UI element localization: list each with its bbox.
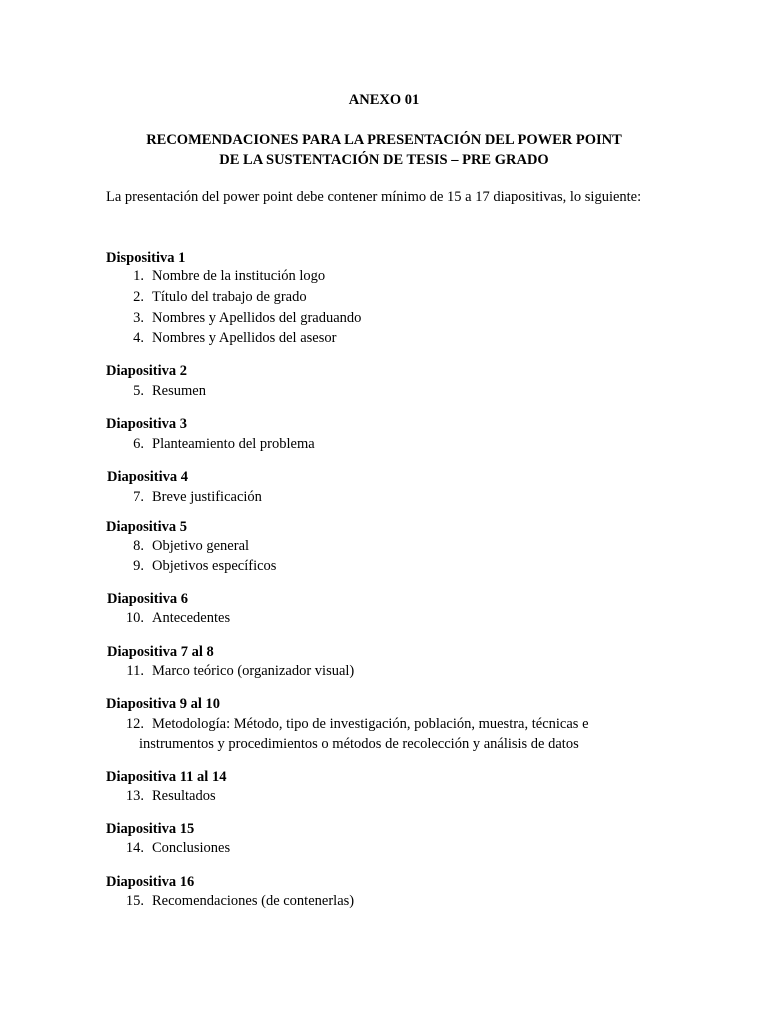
list-item-text: Nombre de la institución logo bbox=[152, 268, 326, 284]
list-item-number: 14. bbox=[125, 840, 144, 856]
section-title: Diapositiva 5 bbox=[106, 519, 187, 535]
list-item-number: 1. bbox=[133, 268, 144, 284]
list-item-text: Breve justificación bbox=[152, 489, 262, 505]
section-title: Diapositiva 6 bbox=[107, 591, 188, 607]
list-item-text: Resultados bbox=[152, 788, 216, 804]
heading-line-2: DE LA SUSTENTACIÓN DE TESIS – PRE GRADO bbox=[219, 152, 549, 168]
list-item-number: 10. bbox=[125, 610, 144, 626]
section-title: Diapositiva 4 bbox=[107, 469, 188, 485]
list-item-number: 7. bbox=[133, 489, 144, 505]
annex-title: ANEXO 01 bbox=[348, 92, 420, 108]
section-title: Diapositiva 9 al 10 bbox=[106, 696, 220, 712]
list-item-text: Recomendaciones (de contenerlas) bbox=[152, 893, 355, 909]
section-title: Diapositiva 11 al 14 bbox=[106, 769, 227, 785]
list-item-continuation: instrumentos y procedimientos o métodos de recolección y análisis de datos bbox=[139, 736, 579, 752]
section-title: Diapositiva 3 bbox=[106, 416, 187, 432]
list-item-number: 11. bbox=[126, 663, 144, 679]
section-title: Diapositiva 15 bbox=[106, 821, 195, 837]
list-item-text: Conclusiones bbox=[152, 840, 231, 856]
section-title: Dispositiva 1 bbox=[106, 250, 186, 266]
list-item-text: Nombres y Apellidos del asesor bbox=[152, 330, 337, 346]
list-item-number: 4. bbox=[133, 330, 144, 346]
list-item-text: Objetivo general bbox=[152, 538, 250, 554]
section-title: Diapositiva 16 bbox=[106, 874, 195, 890]
intro-paragraph: La presentación del power point debe contener mínimo de 15 a 17 diapositivas, lo siguiente: bbox=[106, 189, 642, 205]
list-item-text: Nombres y Apellidos del graduando bbox=[152, 310, 362, 326]
list-item-number: 8. bbox=[133, 538, 144, 554]
heading-line-1: RECOMENDACIONES PARA LA PRESENTACIÓN DEL POWER POINT bbox=[146, 132, 622, 148]
list-item-number: 12. bbox=[125, 716, 144, 732]
list-item-text: Metodología: Método, tipo de investigación, población, muestra, técnicas e bbox=[152, 716, 589, 732]
list-item-text: Título del trabajo de grado bbox=[152, 289, 307, 305]
list-item-text: Planteamiento del problema bbox=[152, 436, 315, 452]
list-item-number: 6. bbox=[133, 436, 144, 452]
list-item-text: Antecedentes bbox=[152, 610, 231, 626]
list-item-text: Marco teórico (organizador visual) bbox=[152, 663, 355, 679]
list-item-text: Objetivos específicos bbox=[152, 558, 277, 574]
section-title: Diapositiva 7 al 8 bbox=[107, 644, 214, 660]
list-item-number: 13. bbox=[125, 788, 144, 804]
list-item-number: 3. bbox=[133, 310, 144, 326]
list-item-number: 5. bbox=[133, 383, 144, 399]
list-item-text: Resumen bbox=[152, 383, 206, 399]
list-item-number: 2. bbox=[133, 289, 144, 305]
list-item-number: 9. bbox=[133, 558, 144, 574]
list-item-number: 15. bbox=[125, 893, 144, 909]
section-title: Diapositiva 2 bbox=[106, 363, 187, 379]
